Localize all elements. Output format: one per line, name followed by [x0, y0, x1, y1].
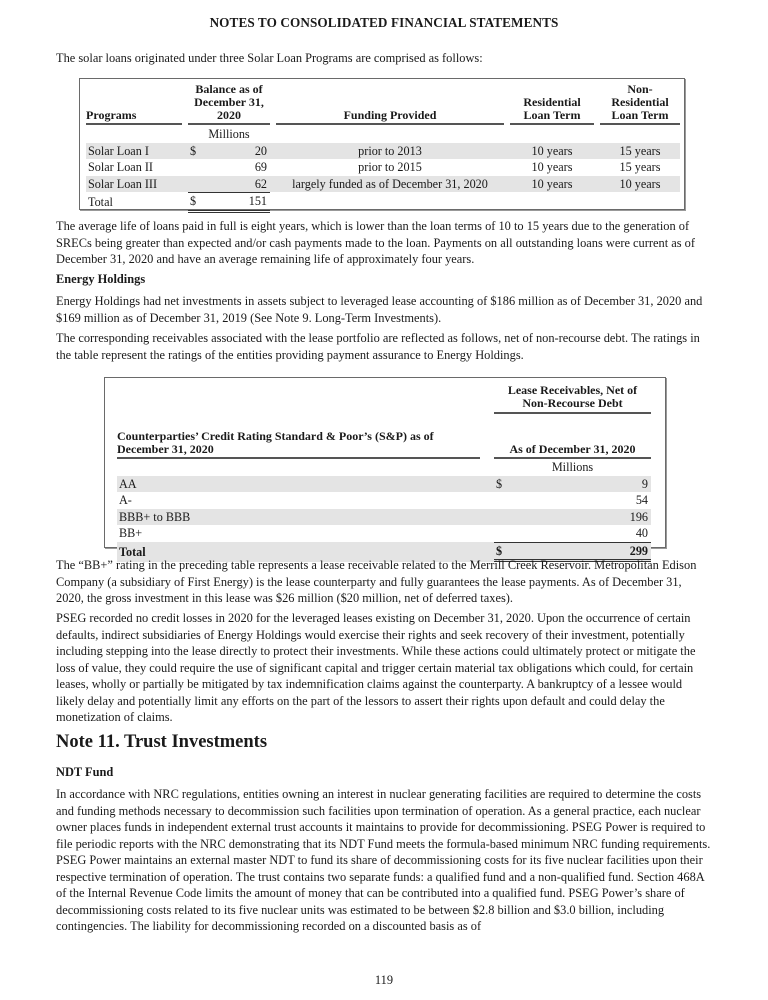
total-row: Total $ 151: [86, 192, 680, 213]
table-header-row: [86, 83, 680, 126]
table-row: BBB+ to BBB 196: [117, 509, 651, 526]
paragraph-ndt-fund: In accordance with NRC regulations, entities owning an interest in nuclear generating facilities are required to determine the costs and funding methods necessary to decommission such facilities upon termination of operation. As a general practice, each nuclear owner places funds in independent external trust accounts it maintains to provide for decommissioning. PSEG Power is required to file periodic reports with the NRC demonstrating that its NDT Fund meets the formula-based minimum NRC funding requirements. PSEG Power maintains an external master NDT to fund its share of decommissioning costs for its five nuclear facilities upon their respective termination of operation. The trust contains two separate funds: a qualified fund and a non-qualified fund. Section 468A of the Internal Revenue Code limits the amount of money that can be contributed into a qualified fund. PSEG Power’s share of decommissioning costs related to its five nuclear units was estimated to be between $2.8 billion and $3.0 billion, including contingencies. The liability for decommissioning recorded on a discounted basis as of: [56, 787, 711, 933]
col-group-header: Lease Receivables, Net of Non-Recourse Debt: [494, 384, 651, 414]
paragraph-bb-rating: The “BB+” rating in the preceding table represents a lease receivable related to the Merrill Creek Reservoir. Metropolitan Edison Company (a subsidiary of First Energy) is the lease counterparty and fully guarantees the lease payments. As of December 31, 2020, the gross investment in this lease was $26 million ($20 million, net of deferred taxes).: [56, 558, 697, 605]
col-header-balance: Balance as of December 31, 2020: [188, 83, 270, 125]
table-header-row: [117, 414, 651, 459]
table-row: BB+ 40: [119, 526, 648, 540]
lease-receivables-table: [117, 384, 651, 562]
note-11-title: Note 11. Trust Investments: [56, 732, 268, 752]
page-number: 119: [374, 973, 394, 987]
unit-label: Millions: [208, 127, 250, 141]
table-row: Solar Loan III 62 largely funded as of December 31, 2020 10 years 10 years: [86, 176, 680, 193]
unit-label: Millions: [551, 460, 594, 474]
solar-loan-table-box: [79, 78, 685, 210]
intro-text: The solar loans originated under three Solar Loan Programs are comprised as follows:: [56, 51, 483, 65]
paragraph-pseg-credit-losses: PSEG recorded no credit losses in 2020 for the leveraged leases existing on December 31, 2020. Upon the occurrence of certain defaults, indirect subsidiaries of Energy Holdings would exercise their rights and seek recovery of their investment, potentially including stepping into the lease directly to protect their investments. While these actions could ultimately protect or mitigate the loss of value, they could require the use of significant capital and trigger certain material tax obligations which could, for certain leases, wholly or partially be mitigated by tax indemnification claims against the counterparty. A bankruptcy of a lessee would likely delay and potentially limit any efforts on the part of the lessors to assert their rights upon default and could delay the monetization of claims.: [56, 611, 696, 724]
table-header-group-row: [117, 384, 651, 414]
table-row: A- 54: [119, 493, 648, 507]
solar-loan-table: [86, 83, 680, 213]
col-header-date: As of December 31, 2020: [494, 414, 651, 459]
table-row: Solar Loan II 69 prior to 2015 10 years 15 years: [88, 160, 661, 174]
col-header-programs: Programs: [86, 109, 182, 125]
col-header-rating: Counterparties’ Credit Rating Standard & Poor’s (S&P) as of December 31, 2020: [117, 414, 480, 459]
paragraph-average-life: The average life of loans paid in full is eight years, which is lower than the loan terms of 10 to 15 years due to the generation of SRECs being greater than expected and/or cash payments made to the loan. Payments on all outstanding loans were current as of December 31, 2020 and have an average remaining life of approximately four years.: [56, 219, 695, 266]
col-header-non-residential: Non- Residential Loan Term: [600, 83, 680, 125]
table-row: AA $ 9: [117, 476, 651, 493]
table-row: Solar Loan I $ 20 prior to 2013 10 years 15 years: [86, 143, 680, 160]
page-header: NOTES TO CONSOLIDATED FINANCIAL STATEMENTS: [209, 15, 559, 30]
section-heading-ndt-fund: NDT Fund: [56, 765, 114, 779]
col-header-residential: Residential Loan Term: [510, 96, 594, 125]
unit-row: [117, 459, 651, 476]
unit-row: [86, 126, 680, 143]
total-row: Total $ 299: [117, 542, 651, 563]
section-heading-energy-holdings: Energy Holdings: [56, 272, 146, 286]
lease-receivables-table-box: [104, 377, 666, 559]
col-header-funding: Funding Provided: [276, 109, 504, 125]
paragraph-energy-holdings-1: Energy Holdings had net investments in assets subject to leveraged lease accounting of $186 million as of December 31, 2020 and $169 million as of December 31, 2019 (See Note 9. Long-Term Investments).: [56, 294, 703, 325]
paragraph-energy-holdings-2: The corresponding receivables associated with the lease portfolio are reflected as follows, net of non-recourse debt. The ratings in the table represent the ratings of the entities providing payment assurance to Energy Holdings.: [56, 331, 700, 362]
